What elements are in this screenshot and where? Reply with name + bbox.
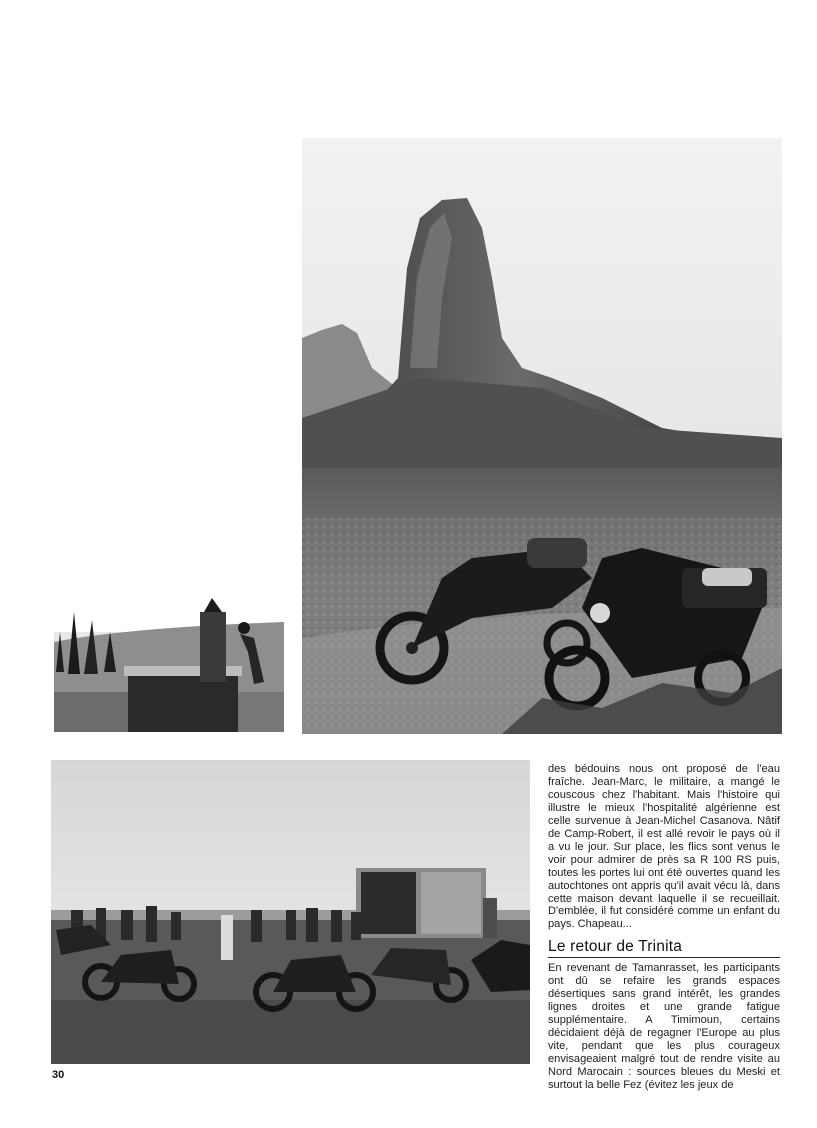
section-heading: Le retour de Trinita [548,938,780,958]
article-paragraph: En revenant de Tamanrasset, les participants ont dû se refaire les grands espaces désertiques sans grand intérêt, les grandes lignes droites et une grande fatigue supplémentaire. A Timimoun, certains décidaient déjà de regagner l'Europe au plus vite, pendant que les plus courageux envisageaient malgré tout de rendre visite au Nord Marocain : sources bleues du Meski et surtout la belle Fez (évitez les jeux de [548,962,780,1091]
photo-fountain-trough [54,592,284,732]
page-number: 30 [52,1069,65,1081]
photo-camp-motorcycles-truck [51,760,530,1064]
article-paragraph: des bédouins nous ont proposé de l'eau fraîche. Jean-Marc, le militaire, a mangé le couscous chez l'habitant. Mais l'histoire qui illustre le mieux l'hospitalité algérienne est celle survenue à Jean-Michel Casanova. Nâtif de Camp-Robert, il est allé revoir le pays où il a vu le jour. Sur place, les flics sont venus le voir pour admirer de près sa R 100 RS puis, toutes les portes lui ont été ouvertes quand les autochtones ont appris qu'il avait vécu là, dans cette maison devant laquelle il se recueillait. D'emblée, il fut considéré comme un enfant du pays. Chapeau... [548,763,780,931]
article-text-column [548,763,780,1092]
photo-rock-peak-motorcycles [302,138,782,734]
